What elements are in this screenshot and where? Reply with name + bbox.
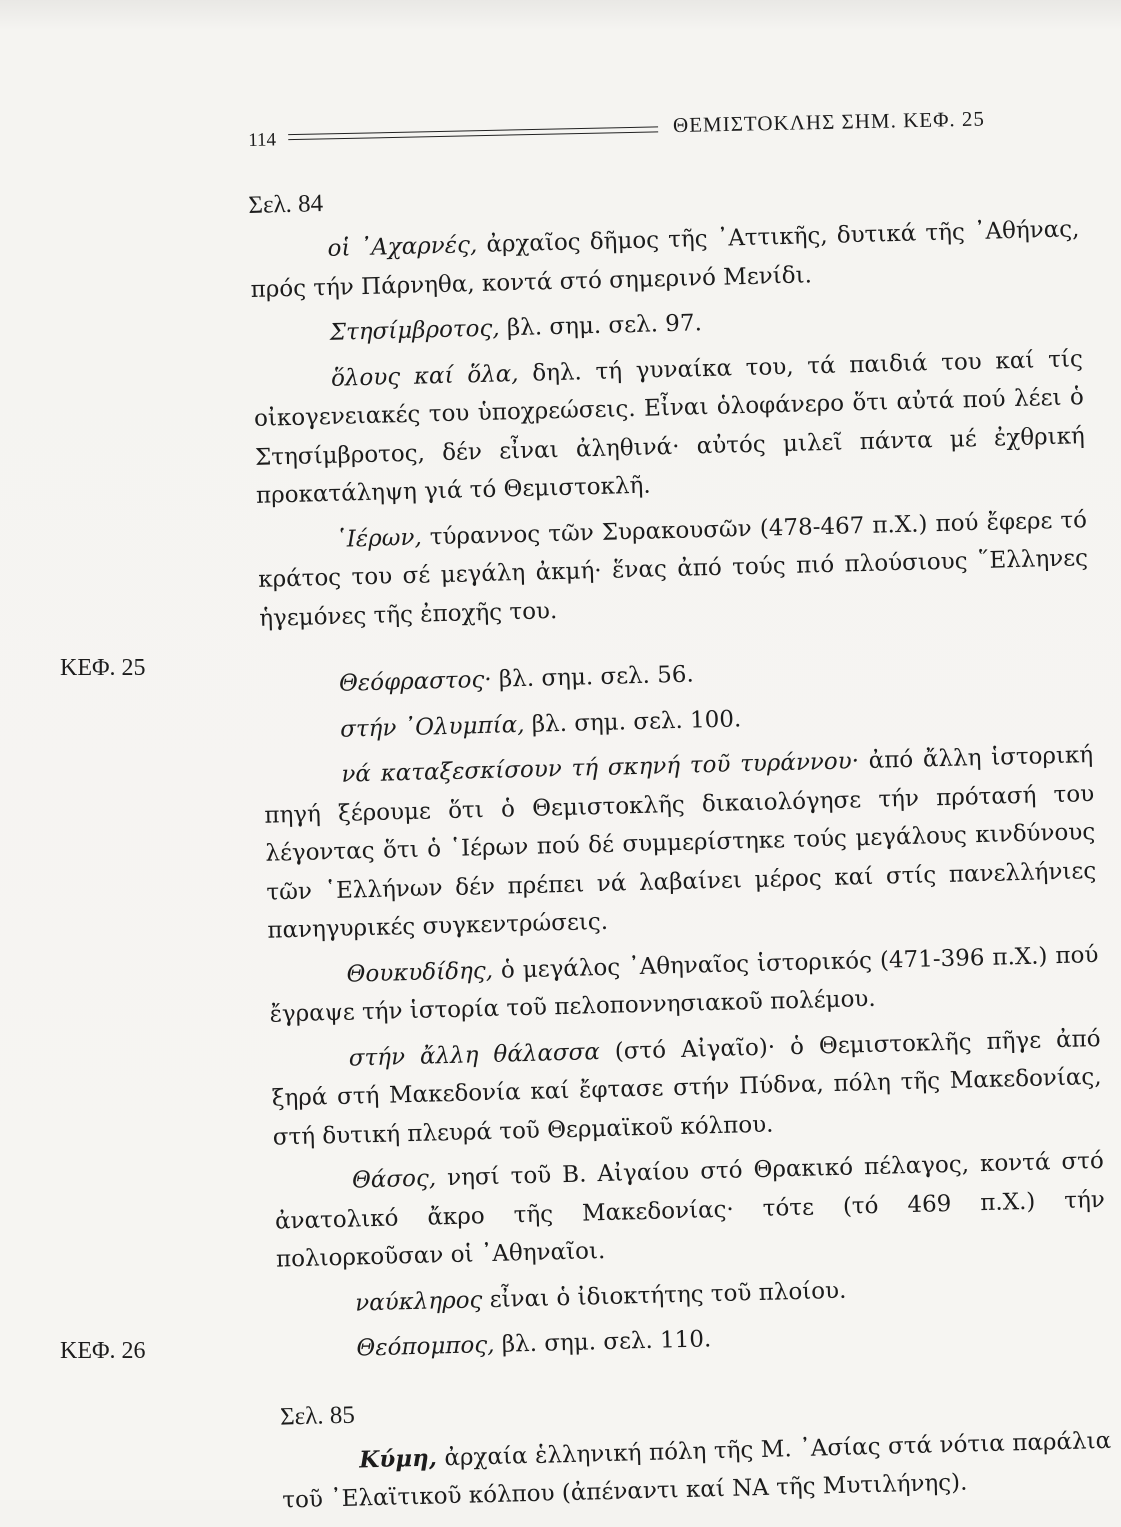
running-title: ΘΕΜΙΣΤΟΚΛΗΣ ΣΗΜ. ΚΕΦ. 25 (672, 106, 986, 138)
note-text: βλ. σημ. σελ. 97. (499, 310, 703, 342)
page-number: 114 (248, 129, 277, 151)
margin-chapter-26: ΚΕΦ. 26 (60, 1338, 146, 1364)
header-rule (288, 126, 658, 140)
note-text: ἀρχαῖος δῆμος τῆς ᾿Αττικῆς, δυτικά τῆς ᾿Αθήνας, πρός τήν Πάρνηθα, κοντά στό σημερινό Μενίδι. (250, 216, 1080, 303)
note-text: (στό Αἰγαῖο)· ὁ Θεμιστοκλῆς πῆγε ἀπό ξηρά στή Μακεδονία καί ἔφτασε στήν Πύδνα, πόλη τῆς Μακεδονίας, στή δυτική πλευρά τοῦ Θερμαϊκοῦ κόλπου. (271, 1025, 1102, 1151)
note-term: οἱ ᾿Αχαρνές, (327, 232, 478, 262)
note-term: ὅλους καί ὅλα, (330, 360, 519, 392)
notes-body (248, 166, 1113, 1527)
note-entry (253, 340, 1087, 516)
note-text: ἀρχαία ἑλληνική πόλη τῆς Μ. ᾿Ασίας στά νότια παράλια τοῦ ᾿Ελαϊτικοῦ κόλπου (ἀπέναντι καί ΝΑ τῆς Μυτιλήνης). (282, 1427, 1112, 1514)
note-term: Στησίμβροτος, (329, 315, 500, 346)
note-term: νά καταξεσκίσουν τή σκηνή τοῦ τυράννου· (341, 748, 860, 788)
note-text: ὁ μεγάλος ᾿Αθηναῖος ἱστορικός (471-396 π.Χ.) πού ἔγραψε τήν ἱστορία τοῦ πελοποννησιακοῦ πολέμου. (269, 941, 1099, 1028)
note-text: ἀπό ἄλλη ἱστορική πηγή ξέρουμε ὅτι ὁ Θεμιστοκλῆς δικαιολόγησε τήν πρότασή του λέγοντας ὅτι ὁ ῾Ιέρων πού δέ συμμερίστηκε τούς μεγάλους κινδύνους τῶν ῾Ελλήνων δέν πρέπει νά λαβαίνει μέρος καί στίς πανελλήνιες πανηγυρικές συγκεντρώσεις. (264, 742, 1097, 944)
note-entry (249, 210, 1081, 309)
note-entry (274, 1142, 1107, 1279)
note-term: Θουκυδίδης, (346, 957, 494, 988)
note-entry (270, 1019, 1103, 1156)
note-entry (281, 1421, 1113, 1520)
note-text: βλ. σημ. σελ. 100. (524, 705, 742, 738)
note-term: στήν ἄλλη θάλασσα (348, 1038, 601, 1072)
note-term: στήν ᾿Ολυμπία, (339, 711, 525, 743)
note-text: εἶναι ὁ ἰδιοκτήτης τοῦ πλοίου. (482, 1277, 847, 1313)
note-text: βλ. σημ. σελ. 110. (494, 1326, 712, 1358)
section-heading: Σελ. 84 (248, 190, 324, 219)
note-term: ῾Ιέρων, (334, 524, 423, 553)
note-entry (257, 501, 1090, 638)
note-term: Κύμη, (358, 1443, 438, 1474)
note-entry (268, 936, 1100, 1035)
page-header (248, 91, 1049, 151)
section-heading: Σελ. 85 (279, 1401, 356, 1431)
note-term: Θεόφραστος· (338, 666, 492, 697)
note-text: βλ. σημ. σελ. 56. (491, 661, 695, 693)
note-term: ναύκληρος (354, 1286, 483, 1317)
note-term: Θεόπομπος, (356, 1331, 495, 1362)
note-term: Θάσος, (351, 1165, 437, 1194)
note-text: νησί τοῦ Β. Αἰγαίου στό Θρακικό πέλαγος, κοντά στό ἀνατολικό ἄκρο τῆς Μακεδονίας· τότε (τό 469 π.Χ.) τήν πολιορκοῦσαν οἱ ᾿Αθηναῖοι. (274, 1147, 1106, 1273)
margin-chapter-25: ΚΕΦ. 25 (60, 655, 146, 681)
note-entry (263, 736, 1098, 950)
note-text: δηλ. τή γυναίκα του, τά παιδιά του καί τίς οἰκογενειακές του ὑποχρεώσεις. Εἶναι ὁλοφάνερο ὅτι αὐτά πού λέει ὁ Στησίμβροτος, δέν εἶναι ἀληθινά· αὐτός μιλεῖ πάντα μέ ἐχθρική προκατάληψη γιά τό Θεμιστοκλῆ. (253, 345, 1086, 509)
note-text: τύραννος τῶν Συρακουσῶν (478-467 π.Χ.) πού ἔφερε τό κράτος του σέ μεγάλη ἀκμή· ἕνας ἀπό τούς πιό πλούσιους ῞Ελληνες ἡγεμόνες τῆς ἐποχῆς του. (257, 506, 1089, 632)
